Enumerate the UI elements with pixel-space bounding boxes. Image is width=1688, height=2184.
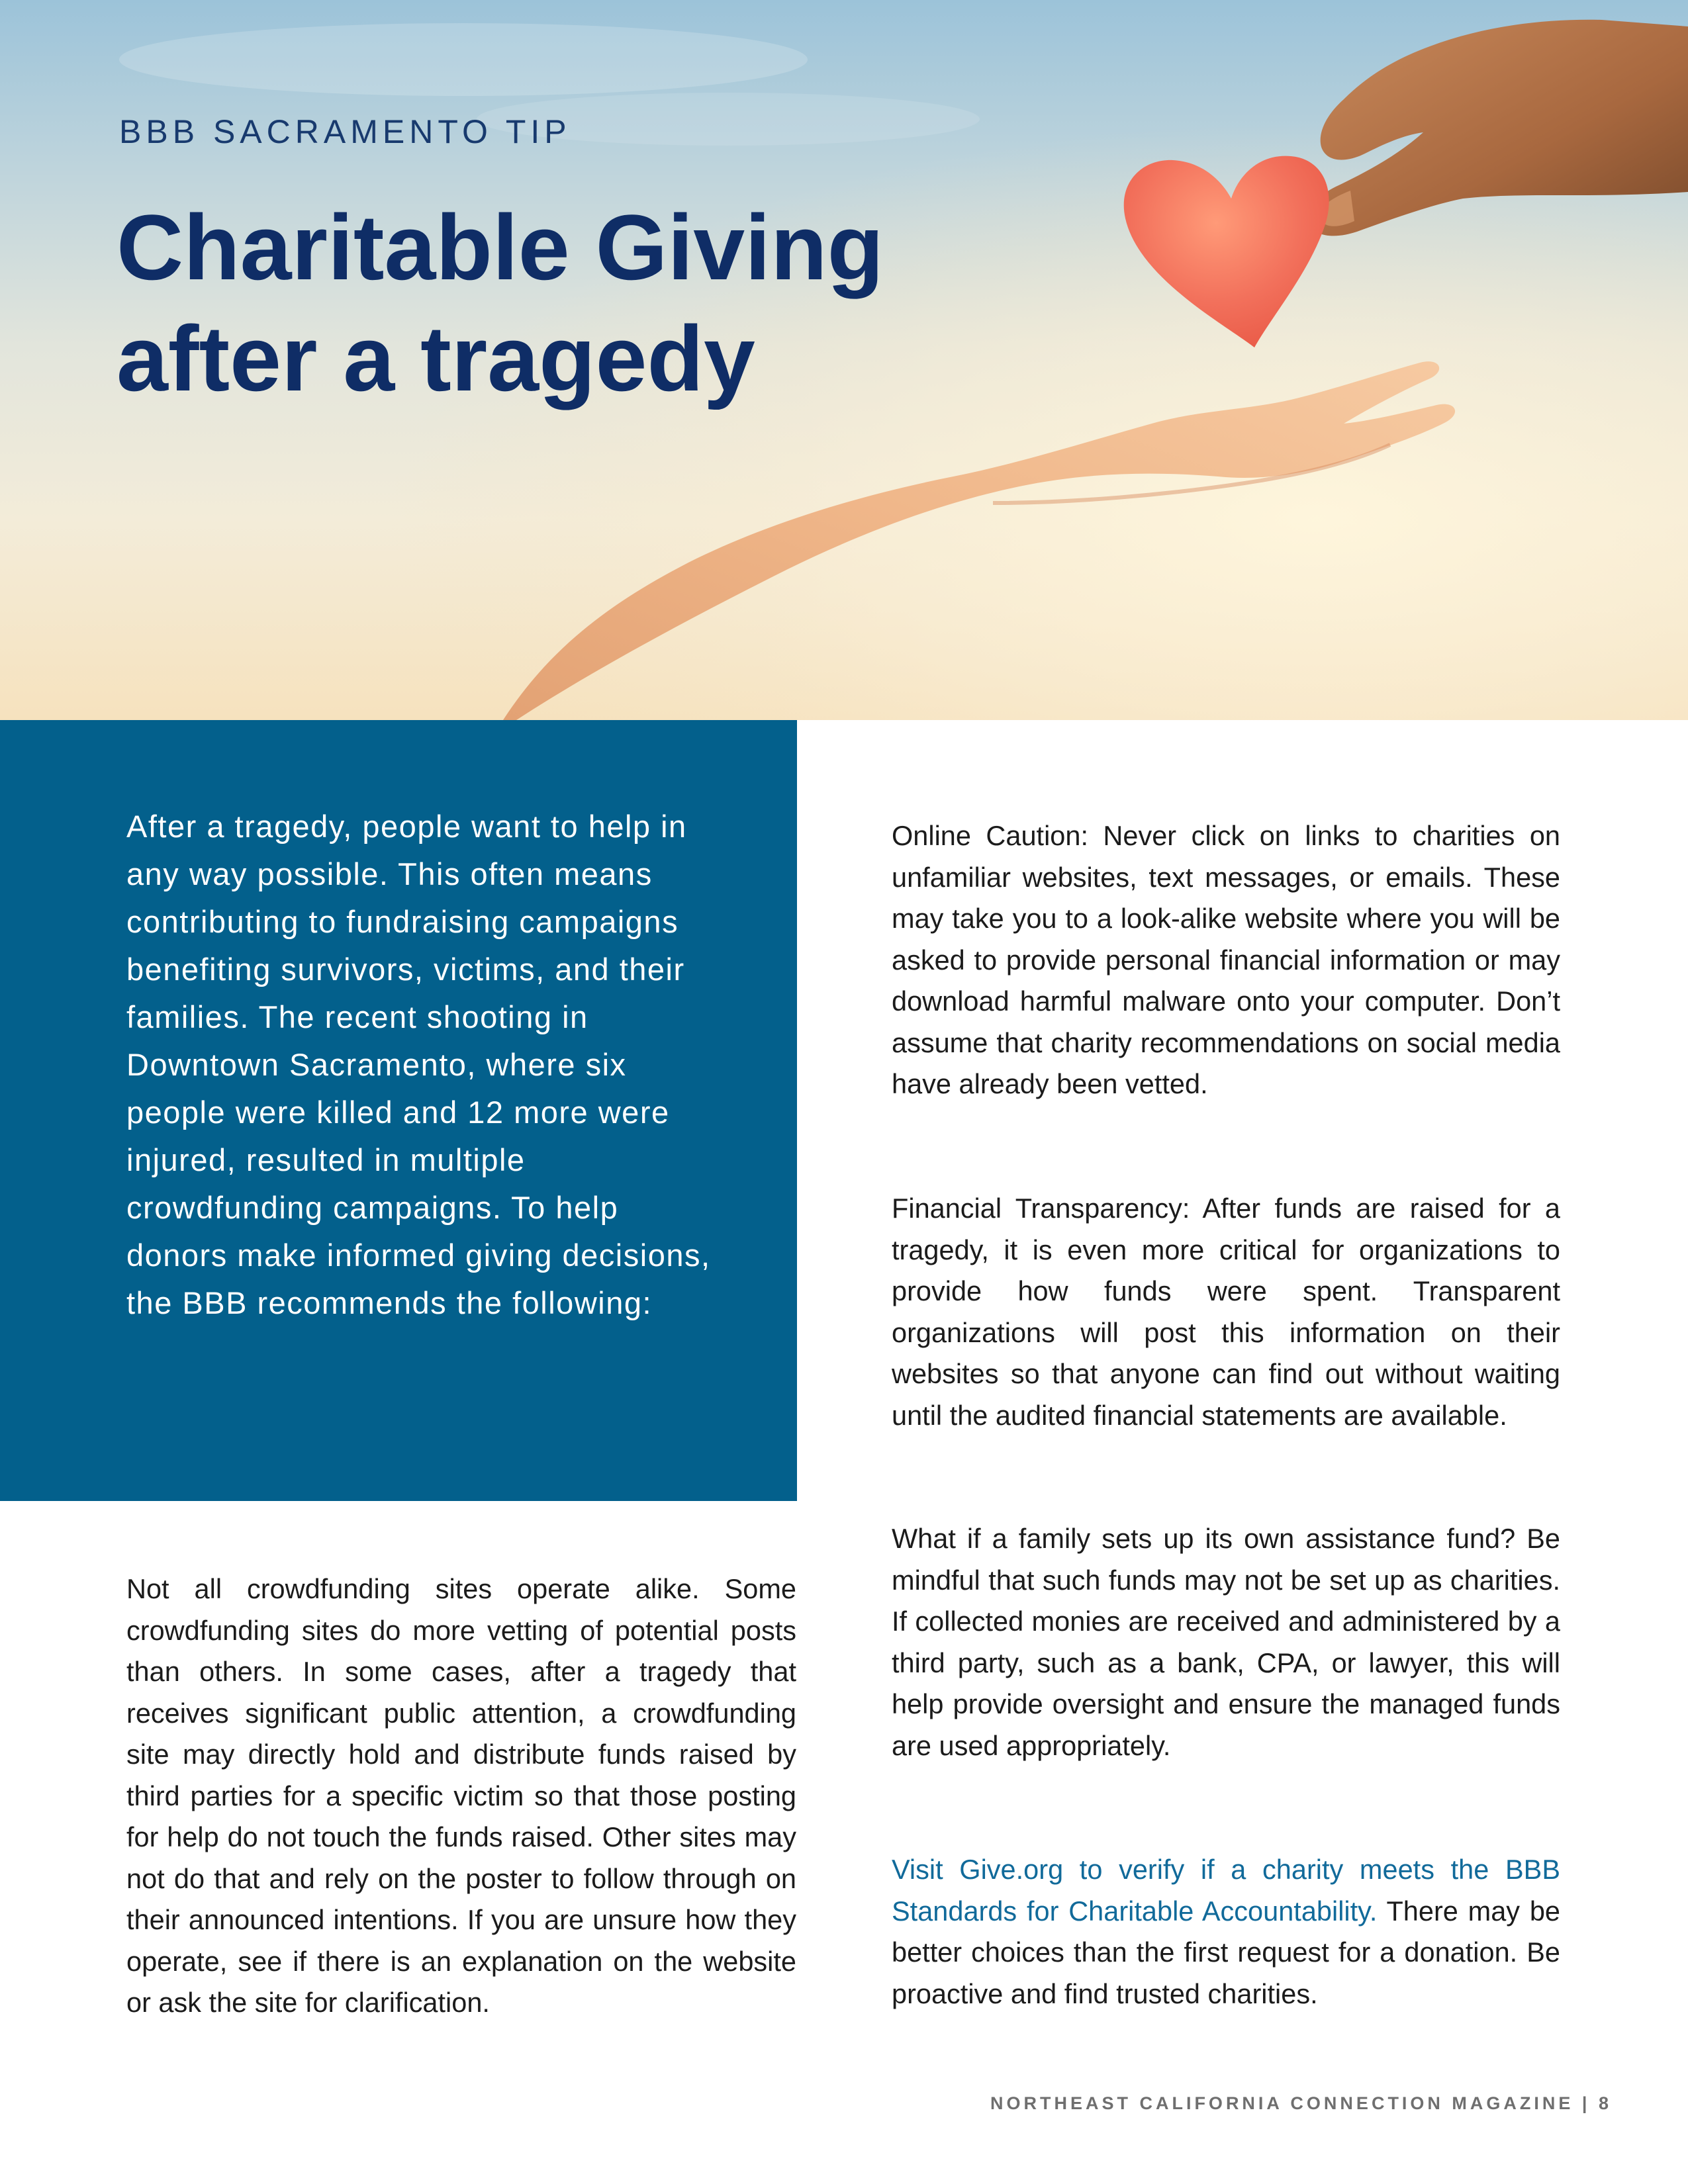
give-org-rest: There may be better choices than the first request for a donation. Be proactive and find trusted charities. bbox=[892, 1895, 1561, 2009]
page-title bbox=[117, 192, 1043, 414]
title-line-1: Charitable Giving bbox=[117, 195, 884, 299]
kicker-label: BBB SACRAMENTO TIP bbox=[119, 113, 571, 150]
crowdfunding-paragraph: Not all crowdfunding sites operate alike. Some crowdfunding sites do more vetting of potential posts than others. In some cases, after a tragedy that receives significant public attention, a crowdfunding site may directly hold and distribute funds raised by third parties for a specific victim so that those posting for help do not touch the funds raised. Other sites may not do that and rely on the poster to follow through on their announced intentions. If you are unsure how they operate, see if there is an explanation on the website or ask the site for clarification. bbox=[126, 1573, 796, 2018]
hero-banner bbox=[0, 0, 1688, 720]
online-caution-paragraph: Online Caution: Never click on links to charities on unfamiliar websites, text messages, or emails. These may take you to a look-alike website where you will be asked to provide personal financial information or may download harmful malware onto your computer. Don’t assume that charity recommendations on social media have already been vetted. bbox=[892, 820, 1560, 1099]
intro-text: After a tragedy, people want to help in any way possible. This often means contributing to fundraising campaigns benefiting survivors, victims, and their families. The recent shooting in Downtown Sacramento, where six people were killed and 12 more were injured, resulted in multiple crowdfunding campaigns. To help donors make informed giving decisions, the BBB recommends the following: bbox=[126, 809, 711, 1320]
give-org-link[interactable]: Visit Give.org to verify if a charity meets the BBB Standards for Charitable Accountability. bbox=[892, 1854, 1560, 1927]
intro-callout bbox=[0, 720, 797, 1501]
financial-transparency-paragraph: Financial Transparency: After funds are raised for a tragedy, it is even more critical for organizations to provide how funds were spent. Transparent organizations will post this information on their websites so that anyone can find out without waiting until the audited financial statements are available. bbox=[892, 1193, 1560, 1431]
page-footer: NORTHEAST CALIFORNIA CONNECTION MAGAZINE | 8 bbox=[990, 2093, 1612, 2113]
family-fund-paragraph: What if a family sets up its own assistance fund? Be mindful that such funds may not be set up as charities. If collected monies are received and administered by a third party, such as a bank, CPA, or lawyer, this will help provide oversight and ensure the managed funds are used appropriately. bbox=[892, 1523, 1560, 1761]
title-line-2: after a tragedy bbox=[117, 306, 755, 410]
give-org-paragraph bbox=[892, 1849, 1560, 2015]
